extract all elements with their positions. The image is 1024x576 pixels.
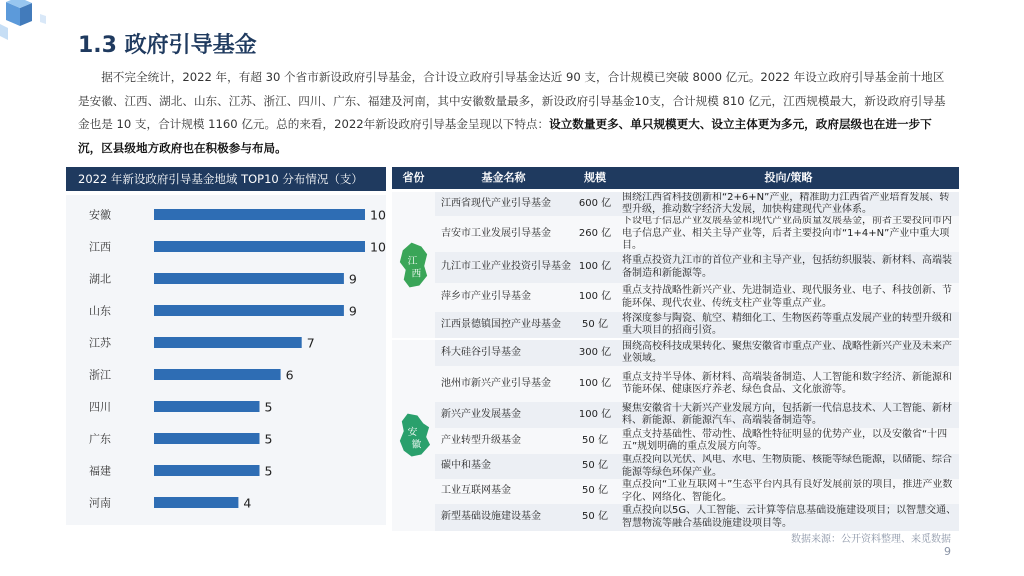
table-row: [435, 340, 959, 367]
fund-table: [392, 167, 959, 529]
bar: [154, 273, 344, 284]
table-header-row: [392, 167, 959, 189]
header-fund-name: 基金名称: [481, 171, 526, 184]
data-label: 10: [370, 207, 386, 223]
fund-name-cell: 萍乡市产业引导基金: [441, 291, 531, 303]
fund-direction-cell: 重点投向以5G、人工智能、云计算等信息基础设施建设项目；以智慧交通、智慧物流等融合基础设施建设项目等。: [622, 505, 957, 529]
corner-decoration: [0, 0, 70, 60]
fund-scale-cell: 600 亿: [578, 197, 612, 209]
fund-name-cell: 九江市工业产业投资引导基金: [441, 261, 571, 273]
fund-name-cell: 新型基础设施建设基金: [441, 511, 541, 523]
fund-name-cell: 工业互联网基金: [441, 485, 511, 497]
province-name: 安: [407, 426, 418, 438]
category-label: 山东: [89, 304, 111, 318]
fund-name-cell: 科大硅谷引导基金: [441, 346, 521, 358]
category-label: 江苏: [89, 336, 111, 350]
table-row: [435, 216, 959, 253]
category-label: 江西: [89, 240, 111, 254]
page-number: 9: [944, 545, 951, 558]
category-label: 河南: [89, 496, 111, 510]
table-row: [435, 402, 959, 429]
intro-highlight: 设立数量更多、单只规模更大、设立主体更为多元，政府层级也在进一步下沉，区县级地方政府也在积极参与布局。: [78, 117, 932, 155]
data-label: 6: [285, 367, 294, 383]
table-row: [435, 504, 959, 532]
fund-name-cell: 江西省现代产业引导基金: [441, 197, 551, 209]
bar: [154, 433, 260, 444]
table-row: [435, 252, 959, 284]
bar: [154, 241, 365, 252]
table-row: [435, 479, 959, 505]
fund-scale-cell: 100 亿: [578, 377, 612, 389]
table-row: [435, 366, 959, 403]
intro-text: 据不完全统计，2022 年，有超 30 个省市新设政府引导基金，合计设立政府引导基金达近 90 支，合计规模已突破 8000 亿元。2022 年设立政府引导基金前十地区是安徽、江西、湖北、山东、江苏、浙江、四川、广东、福建及河南，其中安徽数量最多，新设政府引导基金10支，合计规模 810 亿元，江西规模最大，新设政府引导基金也是 10 支，合计规模 1160 亿元。总的来看，2022年新设政府引导基金呈现以下特点：: [78, 70, 946, 131]
province-name: 西: [411, 268, 422, 280]
province-name: 徽: [411, 439, 422, 451]
table-row: [435, 428, 959, 455]
bar: [154, 337, 302, 348]
data-label: 9: [348, 271, 357, 287]
bar: [154, 369, 281, 380]
data-source: 数据来源：公开资料整理、来觅数据: [791, 534, 951, 545]
header-direction: 投向/策略: [764, 171, 813, 184]
province-name: 江: [407, 256, 418, 268]
province-map-icon: [394, 240, 433, 290]
fund-scale-cell: 50 亿: [582, 434, 608, 446]
table-row: [435, 192, 959, 217]
fund-name-cell: 吉安市工业发展引导基金: [441, 227, 551, 239]
chart-title: 2022 年新设政府引导基金地域 TOP10 分布情况（支）: [66, 167, 386, 191]
province-cell: [392, 340, 435, 531]
fund-direction-cell: 围绕高校科技成果转化、聚焦安徽省市重点产业、战略性新兴产业及未来产业领域。: [622, 340, 952, 364]
category-label: 湖北: [89, 272, 111, 286]
fund-name-cell: 产业转型升级基金: [441, 434, 521, 446]
fund-scale-cell: 50 亿: [582, 318, 608, 330]
data-label: 4: [243, 495, 252, 511]
bar-chart: [66, 195, 386, 525]
category-label: 浙江: [89, 368, 111, 382]
table-row: [435, 283, 959, 313]
fund-name-cell: 碳中和基金: [441, 460, 491, 472]
intro-paragraph: [78, 66, 952, 160]
chart-body: [66, 195, 386, 525]
fund-name-cell: 新兴产业发展基金: [441, 408, 521, 420]
fund-direction-cell: 围绕江西省科技创新和“2+6+N”产业，精准助力江西省产业培育发展、转型升级，推动数字经济大发展，加快构建现代产业体系。: [622, 192, 950, 215]
bar: [154, 465, 260, 476]
bar: [154, 209, 365, 220]
data-label: 10: [370, 239, 386, 255]
header-scale: 规模: [584, 171, 606, 184]
data-label: 5: [264, 463, 273, 479]
fund-direction-cell: 重点投向“工业互联网＋”生态平台内具有良好发展前景的项目，推进产业数字化、网络化、智能化。: [622, 479, 953, 503]
fund-direction-cell: 重点支持基础性、带动性、战略性特征明显的优势产业，以及安徽省“十四五”规划明确的重点发展方向等。: [622, 428, 948, 452]
province-cell: [392, 192, 435, 338]
province-group: [392, 340, 959, 531]
fund-scale-cell: 260 亿: [578, 227, 612, 239]
fund-scale-cell: 300 亿: [578, 346, 612, 358]
data-label: 7: [306, 335, 315, 351]
fund-direction-cell: 将深度参与陶瓷、航空、精细化工、生物医药等重点发展产业的转型升级和重大项目的招商引资。: [622, 312, 952, 336]
fund-direction-cell: 重点投向以光伏、风电、水电、生物质能、核能等绿色能源，以储能、综合能源等绿色环保产业。: [622, 454, 952, 478]
header-province: 省份: [402, 171, 425, 184]
category-label: 广东: [89, 432, 111, 446]
fund-scale-cell: 50 亿: [582, 460, 608, 472]
fund-name-cell: 江西景德镇国控产业母基金: [441, 318, 561, 330]
fund-scale-cell: 50 亿: [582, 511, 608, 523]
fund-scale-cell: 100 亿: [578, 408, 612, 420]
table-row: [435, 454, 959, 480]
data-label: 5: [264, 431, 273, 447]
bar: [154, 305, 344, 316]
table-row: [435, 312, 959, 339]
page-title: 1.3 政府引导基金: [78, 33, 257, 58]
data-label: 5: [264, 399, 273, 415]
fund-direction-cell: 下设电子信息产业发展基金和现代产业高质量发展基金，前者主要投向市内电子信息产业、相关主导产业等，后者主要投向市“1+4+N”产业中重大项目。: [622, 216, 952, 252]
category-label: 四川: [89, 400, 111, 414]
fund-direction-cell: 重点支持半导体、新材料、高端装备制造、人工智能和数字经济、新能源和节能环保、健康医疗养老、绿色食品、文化旅游等。: [622, 371, 952, 395]
data-label: 9: [348, 303, 357, 319]
category-label: 福建: [89, 464, 111, 478]
fund-direction-cell: 将重点投资九江市的首位产业和主导产业，包括纺织服装、新材料、高端装备制造和新能源等。: [622, 255, 952, 279]
province-group: [392, 192, 959, 338]
fund-name-cell: 池州市新兴产业引导基金: [441, 377, 551, 389]
fund-scale-cell: 100 亿: [578, 291, 612, 303]
category-label: 安徽: [89, 208, 111, 222]
fund-scale-cell: 50 亿: [582, 485, 608, 497]
bar: [154, 401, 260, 412]
fund-direction-cell: 聚焦安徽省十大新兴产业发展方向，包括新一代信息技术、人工智能、新材料、新能源、新能源汽车、高端装备制造等。: [622, 402, 952, 426]
fund-scale-cell: 100 亿: [578, 261, 612, 273]
fund-direction-cell: 重点支持战略性新兴产业、先进制造业、现代服务业、电子、科技创新、节能环保、现代农业、传统支柱产业等重点产业。: [622, 285, 952, 309]
chart-panel: [66, 167, 386, 525]
bar: [154, 497, 238, 508]
province-map-icon: [394, 411, 433, 461]
